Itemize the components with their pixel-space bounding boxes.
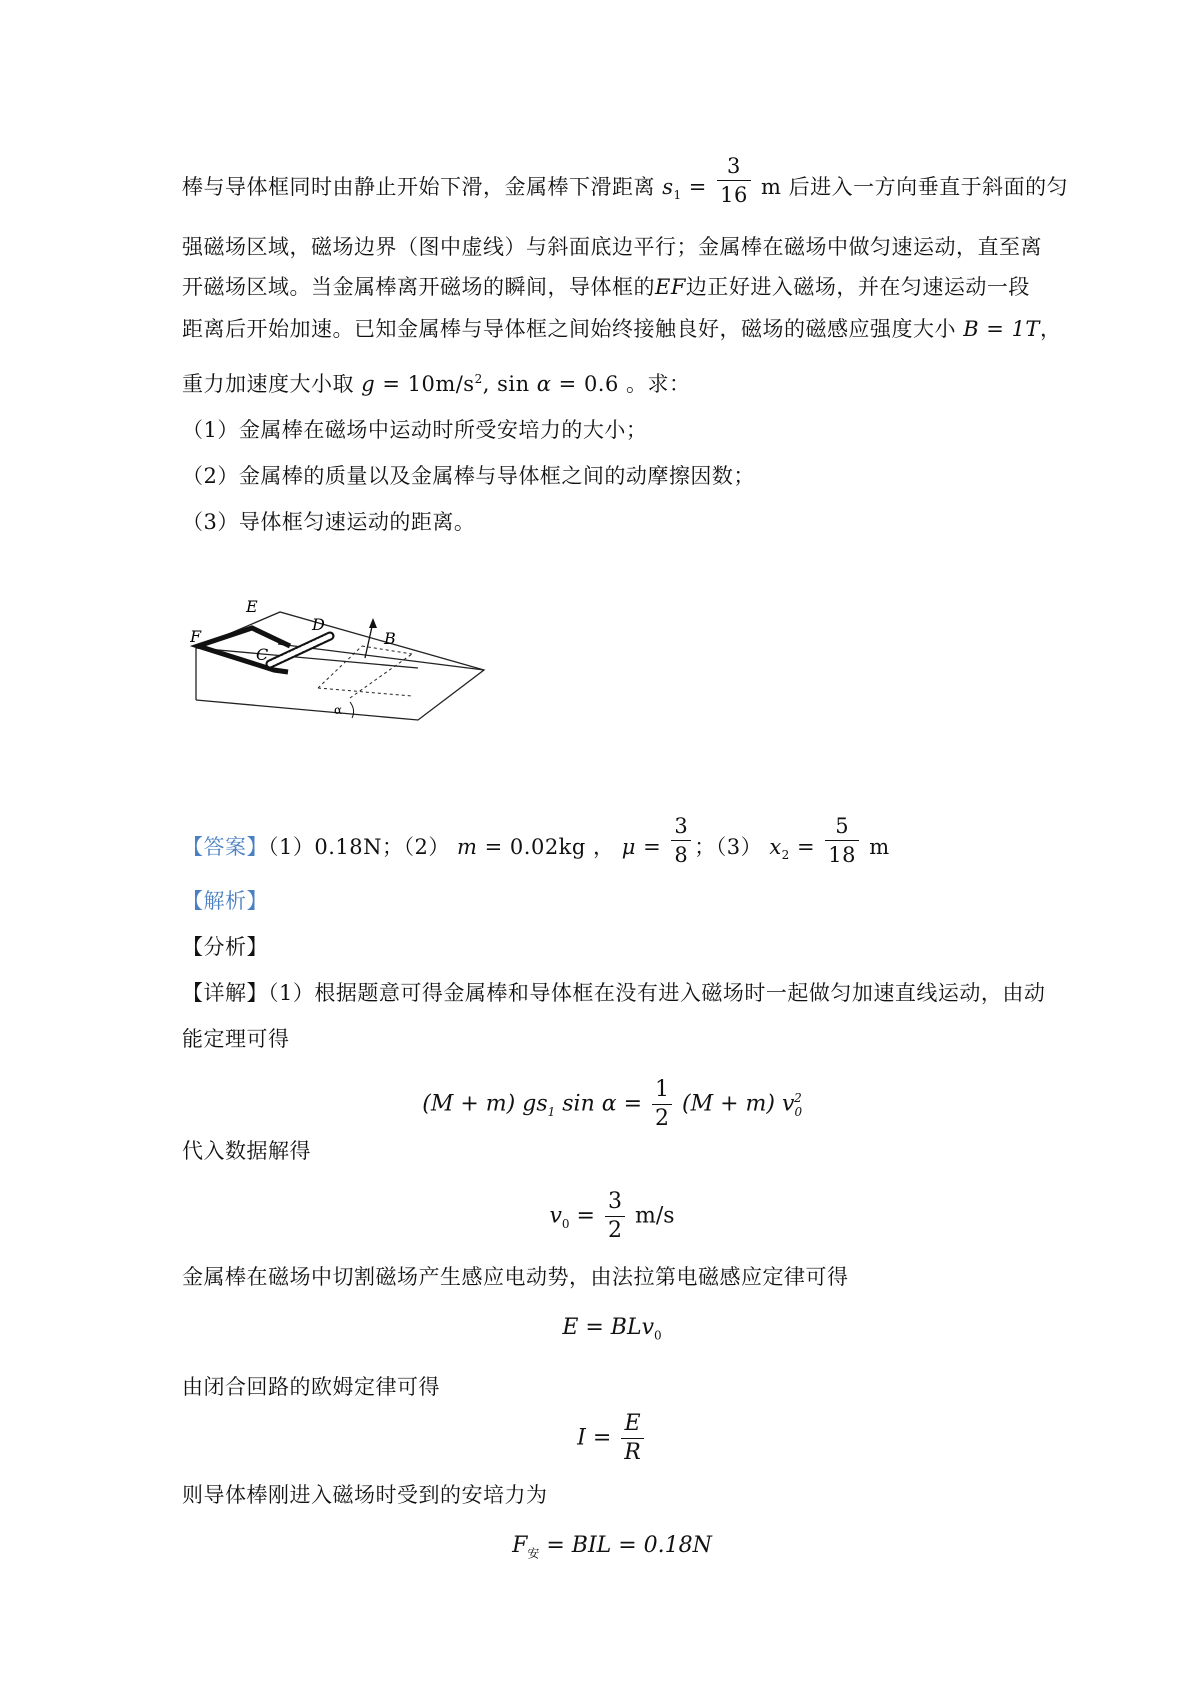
math-expression: B = 1T — [963, 317, 1040, 341]
incline-figure — [190, 598, 530, 738]
unit: m — [761, 175, 782, 199]
subscript: 1 — [547, 1104, 556, 1119]
field-boundary-right — [350, 654, 412, 698]
fraction-3-8 — [671, 812, 691, 869]
fraction-3-16 — [717, 152, 751, 209]
math-symbol: s — [662, 175, 674, 199]
text: （1）根据题意可得金属棒和导体框在没有进入磁场时一起做匀加速直线运动，由动 — [268, 981, 1046, 1005]
label-b: B — [384, 629, 396, 648]
label-alpha: α — [334, 703, 343, 717]
math-expression: I = — [577, 1425, 612, 1451]
math-symbol: x — [769, 835, 782, 859]
subscript: 0 — [794, 1104, 803, 1119]
text: 棒与导体框同时由静止开始下滑，金属棒下滑距离 — [182, 175, 655, 199]
math-symbol: F — [512, 1533, 528, 1558]
text: ， — [1039, 317, 1062, 341]
equation-current — [182, 1410, 1042, 1467]
equals: = — [796, 835, 816, 859]
detail-tag: 【详解】 — [182, 981, 268, 1005]
detail-line-2: 能定理可得 — [182, 1027, 290, 1051]
field-boundary — [318, 688, 412, 696]
text: ；（3） — [694, 835, 763, 859]
math-symbol: g — [361, 372, 376, 396]
math-expression: = 0.6 — [558, 372, 619, 396]
numerator: E — [621, 1410, 644, 1439]
denominator: 18 — [828, 843, 857, 867]
numerator: 1 — [652, 1076, 672, 1105]
subscript: 安 — [527, 1546, 540, 1561]
math-expression: , sin — [482, 372, 530, 396]
text: 开磁场区域。当金属棒离开磁场的瞬间，导体框的 — [182, 275, 655, 299]
answer-tag: 【答案】 — [182, 835, 268, 859]
math-symbol: m — [457, 835, 478, 859]
text: 边正好进入磁场，并在匀速运动一段 — [685, 275, 1030, 299]
intro-line-5 — [182, 362, 1042, 401]
text-ohm: 由闭合回路的欧姆定律可得 — [182, 1375, 440, 1399]
text: 重力加速度大小取 — [182, 372, 354, 396]
text-dairu: 代入数据解得 — [182, 1139, 311, 1163]
alpha-arc — [350, 702, 354, 718]
math-expression: (M + m) gs — [422, 1091, 548, 1117]
denominator: 8 — [674, 843, 689, 867]
text: 距离后开始加速。已知金属棒与导体框之间始终接触良好，磁场的磁感应强度大小 — [182, 317, 956, 341]
b-arrow-head — [369, 618, 377, 628]
label-e: E — [246, 598, 258, 616]
math-expression: = BIL = 0.18N — [546, 1533, 712, 1558]
denominator: 16 — [720, 183, 748, 207]
equation-v0 — [182, 1188, 1042, 1245]
subscript: 2 — [781, 848, 790, 863]
math-symbol: α — [536, 372, 552, 396]
equals: = — [643, 835, 662, 859]
denominator: 2 — [655, 1106, 670, 1131]
numerator: 5 — [825, 812, 859, 841]
question-2: （2）金属棒的质量以及金属棒与导体框之间的动摩擦因数； — [182, 464, 755, 488]
intro-line-4 — [182, 312, 1062, 346]
fraction-3-2 — [605, 1188, 625, 1245]
math-expression: E = BLv — [562, 1315, 655, 1340]
denominator: 2 — [607, 1218, 622, 1243]
math-expression: = 0.02kg — [484, 835, 586, 859]
label-d: D — [312, 615, 325, 634]
text-faraday: 金属棒在磁场中切割磁场产生感应电动势，由法拉第电磁感应定律可得 — [182, 1265, 849, 1289]
subscript: 1 — [673, 188, 682, 203]
equation-ampere-force — [182, 1530, 1042, 1569]
math-symbol: EF — [655, 275, 686, 299]
fraction-1-2 — [652, 1076, 672, 1133]
equation-energy — [182, 1076, 1042, 1133]
text: 后进入一方向垂直于斜面的匀 — [788, 175, 1069, 199]
label-c: C — [256, 645, 269, 664]
subscript: 0 — [654, 1328, 662, 1343]
answer-line — [182, 814, 1042, 872]
fraction-e-r — [621, 1410, 644, 1467]
superscript: 2 — [794, 1091, 802, 1106]
question-1: （1）金属棒在磁场中运动时所受安培力的大小； — [182, 418, 648, 442]
unit: m/s — [634, 1203, 675, 1229]
unit: m — [869, 835, 890, 859]
fenxi-tag: 【分析】 — [182, 935, 268, 959]
equals: = — [576, 1203, 595, 1229]
math-symbol: μ — [621, 835, 636, 859]
subscript: 0 — [561, 1216, 570, 1231]
text: ， — [593, 835, 615, 859]
denominator: R — [624, 1440, 641, 1465]
detail-line-1 — [182, 976, 1046, 1010]
question-3: （3）导体框匀速运动的距离。 — [182, 510, 476, 534]
numerator: 3 — [717, 152, 751, 181]
equals: = — [688, 175, 707, 199]
numerator: 3 — [671, 812, 691, 841]
math-expression: sin α = — [555, 1091, 643, 1117]
text-force: 则导体棒刚进入磁场时受到的安培力为 — [182, 1483, 548, 1507]
math-symbol: v — [549, 1203, 562, 1229]
text: 。求： — [626, 372, 691, 396]
superscript: 2 — [474, 372, 483, 386]
text: （1）0.18N；（2） — [268, 835, 450, 859]
fraction-5-18 — [825, 812, 859, 869]
equation-emf — [182, 1312, 1042, 1351]
math-expression: = 10m/s — [382, 372, 475, 396]
intro-line-3 — [182, 270, 1042, 304]
math-expression: (M + m) v — [682, 1091, 795, 1117]
label-f: F — [190, 627, 202, 646]
intro-line-1 — [182, 154, 1069, 212]
analysis-tag: 【解析】 — [182, 889, 268, 913]
intro-line-2: 强磁场区域，磁场边界（图中虚线）与斜面底边平行；金属棒在磁场中做匀速运动，直至离 — [182, 235, 1042, 259]
numerator: 3 — [605, 1188, 625, 1217]
